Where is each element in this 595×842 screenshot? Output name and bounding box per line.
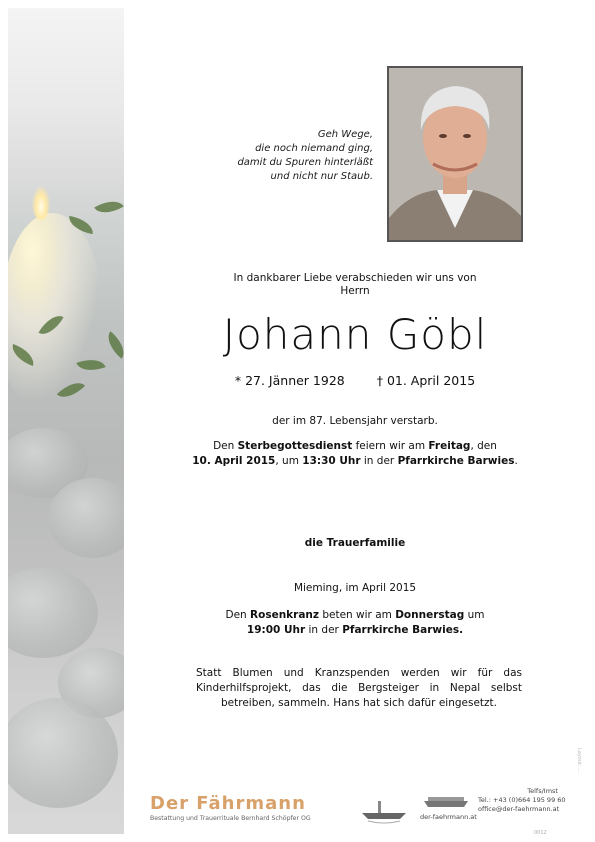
donation-note: Statt Blumen und Kranzspenden werden wir für das Kinderhilfsprojekt, das die Bergsteiger in Nepal selbst betreiben, sammeln. Hans hat sich dafür eingesetzt. bbox=[196, 667, 522, 709]
poem-line: damit du Spuren hinterläßt bbox=[237, 157, 373, 168]
contact-info bbox=[478, 787, 566, 814]
poem-line: Geh Wege, bbox=[317, 129, 373, 140]
death-date: † 01. April 2015 bbox=[376, 373, 476, 388]
life-dates bbox=[180, 373, 530, 388]
ferry-boat-icon bbox=[360, 795, 408, 825]
rosary-info: Den Rosenkranz beten wir am Donnerstag um 19:00 Uhr in der Pfarrkirche Barwies. bbox=[225, 609, 485, 636]
portrait-photo bbox=[387, 66, 523, 242]
intro-text bbox=[180, 272, 530, 298]
rosary-time: 19:00 Uhr bbox=[246, 624, 306, 636]
poem bbox=[173, 128, 373, 184]
intro-line: In dankbarer Liebe verabschieden wir uns von bbox=[233, 272, 477, 284]
layout-mark: Layout: ... bbox=[576, 748, 582, 774]
intro-title: Herrn bbox=[340, 285, 370, 297]
rosary-label: Rosenkranz bbox=[250, 609, 320, 621]
ceremony-date: 10. April 2015 bbox=[192, 455, 276, 467]
funeral-info: Den Sterbegottesdienst feiern wir am Freitag, den 10. April 2015, um 13:30 Uhr in der Pfarrkirche Barwies. bbox=[192, 440, 518, 467]
document-code: 0012 bbox=[534, 830, 547, 836]
place-date: Mieming, im April 2015 bbox=[293, 582, 417, 594]
family-signature: die Trauerfamilie bbox=[304, 537, 406, 549]
ceremony-location: Pfarrkirche Barwies bbox=[397, 455, 515, 467]
ceremony-time: 13:30 Uhr bbox=[302, 455, 361, 467]
contact-location: Telfs/Imst bbox=[527, 787, 558, 795]
birth-date: * 27. Jänner 1928 bbox=[234, 373, 345, 388]
decorative-side-image bbox=[8, 8, 124, 834]
poem-line: die noch niemand ging, bbox=[255, 143, 373, 154]
ceremony-type: Sterbegottesdienst bbox=[237, 440, 353, 452]
ferry-boat-icon bbox=[422, 795, 470, 813]
age-line: der im 87. Lebensjahr verstarb. bbox=[272, 415, 438, 427]
poem-line: und nicht nur Staub. bbox=[270, 171, 373, 182]
deceased-name: Johann Göbl bbox=[222, 310, 488, 359]
funeral-home-logo: Der Fährmann bbox=[150, 793, 306, 814]
rosary-day: Donnerstag bbox=[395, 609, 465, 621]
contact-phone: Tel.: +43 (0)664 195 99 60 bbox=[478, 796, 566, 804]
contact-email: office@der-faehrmann.at bbox=[478, 805, 560, 813]
website-text: der-faehrmann.at bbox=[420, 813, 477, 821]
rosary-location: Pfarrkirche Barwies. bbox=[342, 624, 464, 636]
ceremony-day: Freitag bbox=[428, 440, 471, 452]
funeral-home-tagline: Bestattung und Trauerrituale Bernhard Schöpfer OG bbox=[150, 815, 311, 822]
